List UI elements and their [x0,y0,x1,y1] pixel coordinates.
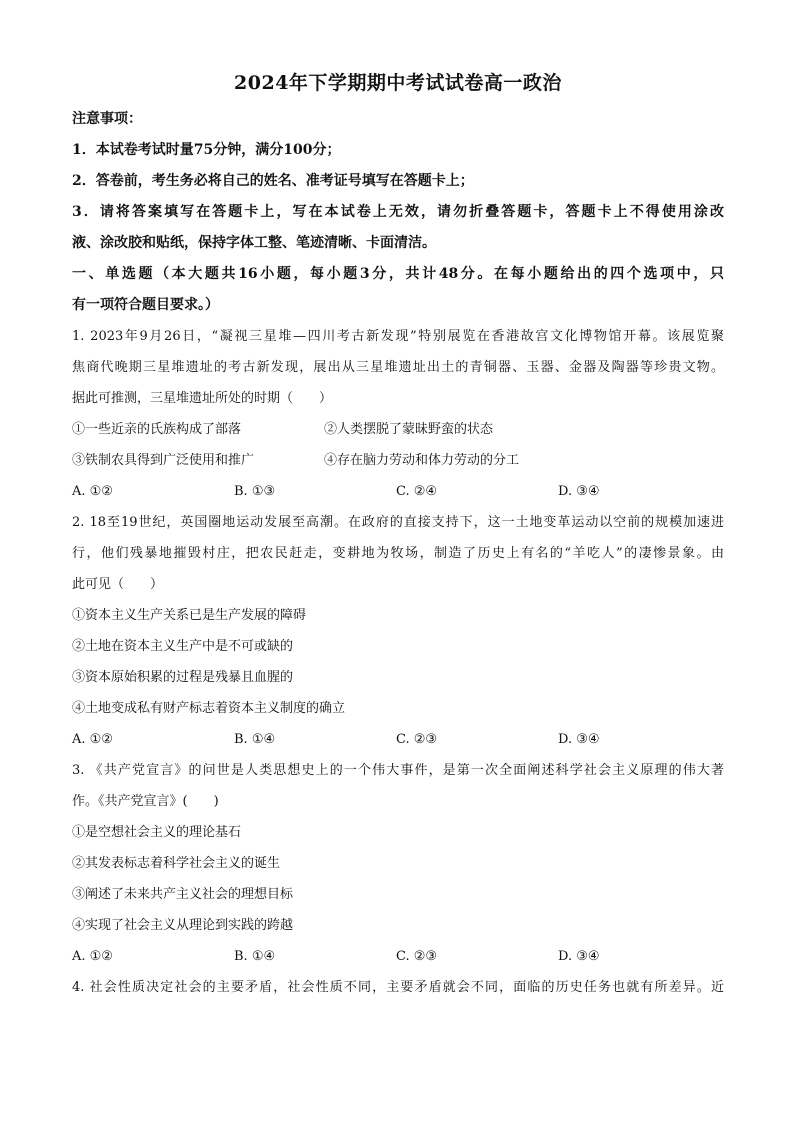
q2-option-b: B. ①④ [234,732,276,747]
q1-option-c: C. ②④ [396,484,438,499]
q1-options [72,476,724,507]
q3-statement-2: ②其发表标志着科学社会主义的诞生 [72,856,281,871]
q3-options [72,941,724,972]
notice-item-3: 3．请将答案填写在答题卡上，写在本试卷上无效，请勿折叠答题卡，答题卡上不得使用涂改 [72,204,724,220]
notice-heading: 注意事项： [72,111,142,127]
exam-title: 2024年下学期期中考试试卷高一政治 [234,72,562,94]
section-heading-cont: 有一项符合题目要求。） [72,297,219,313]
q1-statements-row-2 [72,445,724,476]
q1-stem-line-1: 1. 2023年9月26日，“凝视三星堆—四川考古新发现”特别展览在香港故宫文化博物馆开幕。该展览聚 [72,329,724,344]
q3-option-c: C. ②③ [396,949,438,964]
q2-stem-line-1: 2. 18至19世纪，英国圈地运动发展至高潮。在政府的直接支持下，这一土地变革运动以空前的规模加速进 [72,515,724,530]
q2-stem-line-3: 此可见（ ） [72,577,164,592]
q1-statement-4: ④存在脑力劳动和体力劳动的分工 [324,453,520,468]
q3-option-a: A. ①② [72,949,113,964]
q1-statement-3: ③铁制农具得到广泛使用和推广 [72,453,255,468]
q2-statement-2: ②土地在资本主义生产中是不可或缺的 [72,639,294,654]
q1-statement-1: ①一些近亲的氏族构成了部落 [72,422,242,437]
q1-stem-line-2: 焦商代晚期三星堆遗址的考古新发现，展出从三星堆遗址出土的青铜器、玉器、金器及陶器等珍贵文物。 [72,360,724,375]
section-heading: 一、单选题（本大题共16小题，每小题3分，共计48分。在每小题给出的四个选项中，只 [72,266,724,282]
notice-item-1: 1．本试卷考试时量75分钟，满分100分； [72,142,341,158]
q3-statement-1: ①是空想社会主义的理论基石 [72,825,242,840]
q1-option-a: A. ①② [72,484,113,499]
q3-statement-4: ④实现了社会主义从理论到实践的跨越 [72,918,294,933]
q2-statement-1: ①资本主义生产关系已是生产发展的障碍 [72,608,307,623]
q3-option-b: B. ①④ [234,949,276,964]
q2-option-a: A. ①② [72,732,113,747]
q2-statement-4: ④土地变成私有财产标志着资本主义制度的确立 [72,701,346,716]
q2-statement-3: ③资本原始积累的过程是残暴且血腥的 [72,670,294,685]
q3-option-d: D. ③④ [558,949,600,964]
notice-item-2: 2．答卷前，考生务必将自己的姓名、准考证号填写在答题卡上； [72,173,474,189]
q4-stem-line-1: 4. 社会性质决定社会的主要矛盾，社会性质不同，主要矛盾就会不同，面临的历史任务也就有所差异。近 [72,980,724,995]
q1-stem-line-3: 据此可推测，三星堆遗址所处的时期（ ） [72,391,333,406]
q1-option-b: B. ①③ [234,484,276,499]
q1-option-d: D. ③④ [558,484,600,499]
q2-options [72,724,724,755]
q1-statement-2: ②人类摆脱了蒙昧野蛮的状态 [324,422,494,437]
exam-page [72,60,724,1003]
q1-statements-row-1 [72,414,724,445]
q3-stem-line-2: 作。《共产党宣言》( ) [72,794,219,809]
q2-option-c: C. ②③ [396,732,438,747]
notice-item-3-cont: 液、涂改胶和贴纸，保持字体工整、笔迹清晰、卡面清洁。 [72,235,436,251]
q2-stem-line-2: 行，他们残暴地摧毁村庄，把农民赶走，变耕地为牧场，制造了历史上有名的“羊吃人”的凄惨景象。由 [72,546,724,561]
q3-statement-3: ③阐述了未来共产主义社会的理想目标 [72,887,294,902]
q2-option-d: D. ③④ [558,732,600,747]
q3-stem-line-1: 3. 《共产党宣言》的问世是人类思想史上的一个伟大事件，是第一次全面阐述科学社会主义原理的伟大著 [72,763,724,778]
